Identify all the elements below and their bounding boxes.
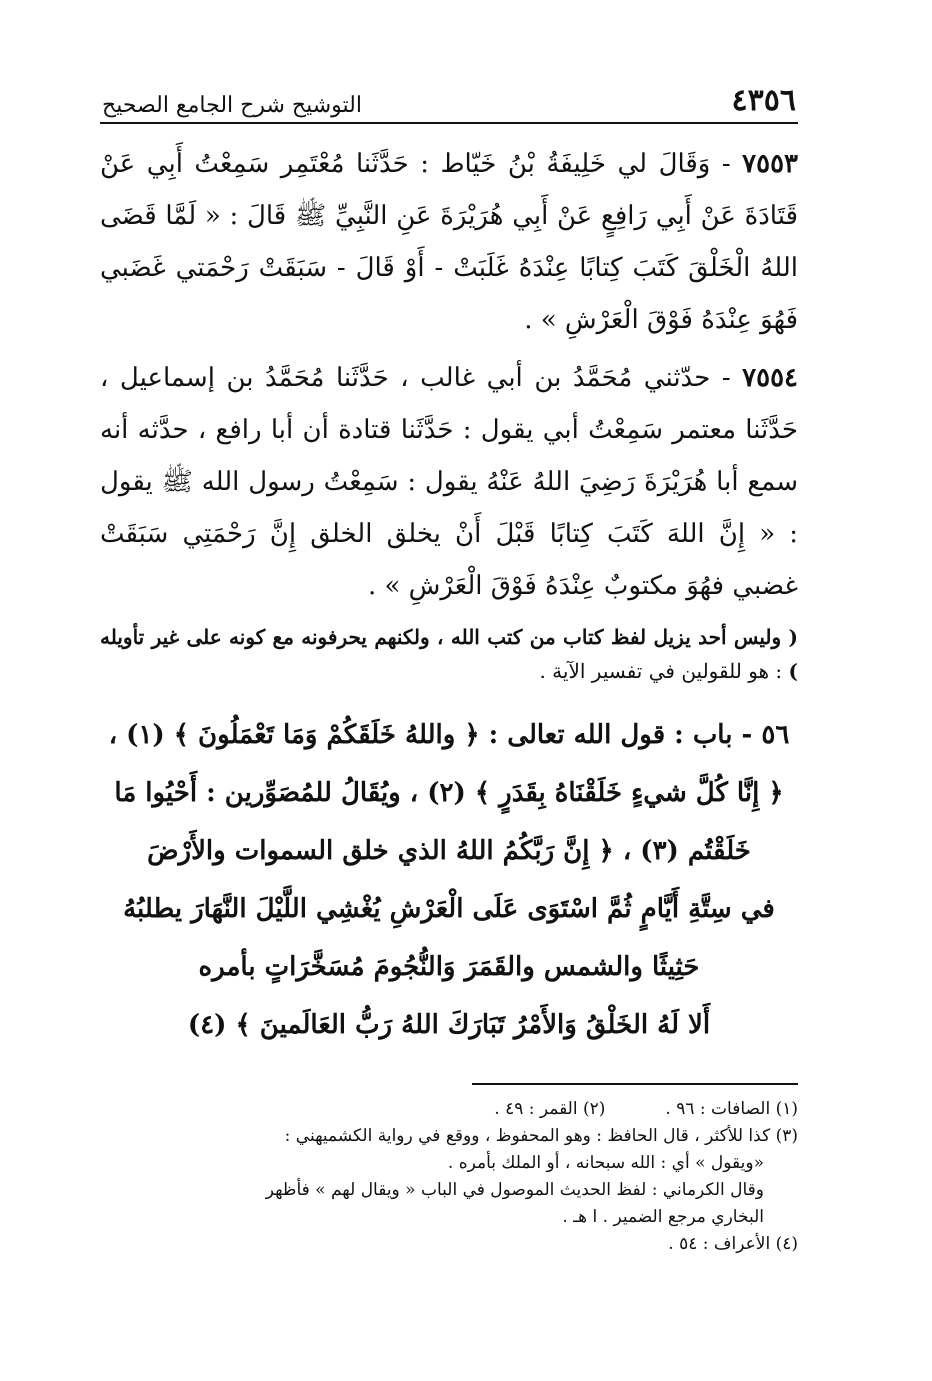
hadith-number: ٧٥٥٤ [742,363,798,393]
footnotes [100,1096,798,1258]
chapter-line: خَلَقْتُم (٣) ، ﴿ إِنَّ رَبَّكُمُ اللهُ الذي خلق السموات والأَرْضَ [147,836,751,866]
footnote-4: (٤) الأعراف : ٥٤ . [668,1234,798,1254]
commentary-text: : هو للقولين في تفسير الآية . [539,659,789,683]
page-number: ٤٣٥٦ [731,83,796,118]
footnote-1: (١) الصافات : ٩٦ . [665,1099,798,1119]
chapter-line: ﴿ إِنَّا كُلَّ شيءٍ خَلَقْنَاهُ بِقَدَرٍ ﴾ (٢) ، ويُقَالُ للمُصَوِّرين : أَحْيُوا مَا [114,778,784,808]
hadith-number: ٧٥٥٣ [742,149,798,179]
page-header [100,72,798,124]
hadith-text: - حدّثني مُحَمَّدُ بن أبي غالب ، حَدَّثَنا مُحَمَّدُ بن إسماعيل ، حَدَّثَنا معتمر سَمِعْتُ أبي يقول : حَدَّثَنا قتادة أن أبا رافع ، حدَّثه أنه سمع أبا هُرَيْرَةَ رَضِيَ اللهُ عَنْهُ يقول : سَمِعْتُ رسول الله ﷺ يقول : « إِنَّ اللهَ كَتَبَ كِتابًا قَبْلَ أَنْ يخلق الخلق إِنَّ رَحْمَتِي سَبَقَتْ غضبي فهُوَ مكتوبٌ عِنْدَهُ فَوْقَ الْعَرْشِ » . [100,363,798,601]
commentary [100,620,798,688]
hadith-7554 [100,352,798,612]
chapter-line: أَلا لَهُ الخَلْقُ وَالأَمْرُ تَبَارَكَ اللهُ رَبُّ العَالَمينَ ﴾ (٤) [187,1010,711,1040]
hadith-7553 [100,138,798,346]
footnote-2: (٢) القمر : ٤٩ . [494,1099,606,1119]
chapter-line: حَثِيثًا والشمس والقَمَرَ وَالنُّجُومَ مُسَخَّرَاتٍ بأمره [198,952,700,982]
running-title: التوشيح شرح الجامع الصحيح [102,93,362,118]
hadith-text: - وَقَالَ لي خَلِيفَةُ بْنُ خَيّاط : حَدَّثَنا مُعْتَمِر سَمِعْتُ أَبِي عَنْ قَتَادَةَ عَنْ أَبِي رَافِعٍ عَنْ أَبِي هُرَيْرَةَ عَنِ النَّبِيِّ ﷺ قَالَ : « لَمَّا قَضَى اللهُ الْخَلْقَ كَتَبَ كِتابًا عِنْدَهُ غَلَبَتْ - أَوْ قَالَ - سَبَقَتْ رَحْمَتي غَضَبي فَهُوَ عِنْدَهُ فَوْقَ الْعَرْشِ » . [100,149,798,335]
commentary-quote: ( وليس أحد يزيل لفظ كتاب من كتب الله ، ولكنهم يحرفونه مع كونه على غير تأويله ) [100,625,798,683]
page-content [100,72,798,1054]
chapter-line: ٥٦ - باب : قول الله تعالى : ﴿ واللهُ خَلَقَكُمْ وَمَا تَعْمَلُونَ ﴾ (١) ، [108,720,790,750]
footnote-3: (٣) كذا للأكثر ، قال الحافظ : وهو المحفوظ ، ووقع في رواية الكشميهني : [284,1126,798,1146]
footnote-divider [472,1083,798,1085]
chapter-line: في سِتَّةِ أَيَّامٍ ثُمَّ اسْتَوَى عَلَى الْعَرْشِ يُغْشِي اللَّيْلَ النَّهَارَ يطلبُهُ [123,894,775,924]
footnote-3-continued: البخاري مرجع الضمير . ا هـ . [562,1207,764,1227]
footnote-3-continued: وقال الكرماني : لفظ الحديث الموصول في الباب « ويقال لهم » فأظهر [265,1180,764,1200]
footnote-row [100,1096,798,1123]
footnote-3-continued: «ويقول » أي : الله سبحانه ، أو الملك بأمره . [447,1153,764,1173]
chapter-heading [100,706,798,1054]
